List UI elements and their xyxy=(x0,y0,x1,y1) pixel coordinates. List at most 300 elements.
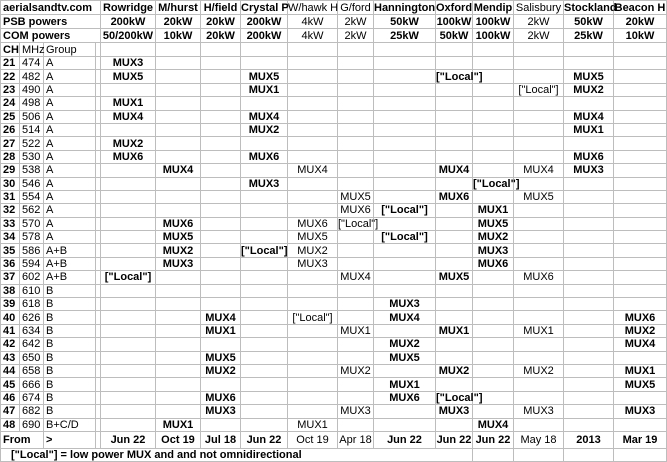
empty-cell xyxy=(374,177,436,190)
empty-cell xyxy=(338,110,374,123)
psb-power-value: 200kW xyxy=(241,15,288,29)
empty-cell xyxy=(101,391,156,404)
empty-cell xyxy=(288,351,338,364)
empty-cell xyxy=(201,338,241,351)
empty-cell xyxy=(156,83,201,96)
empty-cell xyxy=(374,164,436,177)
mhz-cell: 562 xyxy=(20,204,44,217)
empty-cell xyxy=(241,324,288,337)
empty-cell xyxy=(614,204,667,217)
empty-cell xyxy=(564,391,614,404)
empty-cell xyxy=(338,57,374,70)
empty-cell xyxy=(514,43,564,57)
mux-cell: MUX4 xyxy=(288,164,338,177)
mhz-cell: 634 xyxy=(20,324,44,337)
mhz-cell: 522 xyxy=(20,137,44,150)
mux-cell: MUX1 xyxy=(288,418,338,431)
mux-cell: MUX6 xyxy=(514,271,564,284)
mux-cell: ["Local"] xyxy=(374,204,436,217)
empty-cell xyxy=(288,137,338,150)
empty-cell xyxy=(436,97,473,110)
mux-cell: MUX1 xyxy=(201,324,241,337)
empty-cell xyxy=(288,57,338,70)
mhz-cell: 570 xyxy=(20,217,44,230)
empty-cell xyxy=(241,137,288,150)
empty-cell xyxy=(101,378,156,391)
empty-cell xyxy=(241,204,288,217)
empty-cell xyxy=(374,57,436,70)
empty-cell xyxy=(614,43,667,57)
mux-cell: MUX5 xyxy=(101,70,156,83)
empty-cell xyxy=(614,97,667,110)
mhz-cell: 674 xyxy=(20,391,44,404)
empty-cell xyxy=(201,231,241,244)
empty-cell xyxy=(288,324,338,337)
group-cell: B xyxy=(44,338,96,351)
empty-cell xyxy=(614,137,667,150)
mux-cell: MUX1 xyxy=(156,418,201,431)
mux-cell: MUX4 xyxy=(201,311,241,324)
empty-cell xyxy=(473,284,514,297)
empty-cell xyxy=(374,43,436,57)
empty-cell xyxy=(101,324,156,337)
group-cell: B xyxy=(44,405,96,418)
table-row xyxy=(1,190,667,203)
mux-cell: MUX4 xyxy=(156,164,201,177)
mux-cell: MUX5 xyxy=(614,378,667,391)
mux-cell: ["Local"] xyxy=(101,271,156,284)
from-date: Jul 18 xyxy=(201,431,241,448)
empty-cell xyxy=(614,391,667,404)
mux-cell: MUX6 xyxy=(473,257,514,270)
psb-power-value: 20kW xyxy=(201,15,241,29)
empty-cell xyxy=(201,298,241,311)
mhz-cell: 498 xyxy=(20,97,44,110)
mux-cell: MUX1 xyxy=(514,324,564,337)
mhz-cell: 546 xyxy=(20,177,44,190)
mux-cell: ["Local"] xyxy=(436,391,483,404)
com-power-value: 2kW xyxy=(514,29,564,43)
empty-cell xyxy=(374,123,436,136)
empty-cell xyxy=(473,123,514,136)
empty-cell xyxy=(564,244,614,257)
group-cell: A xyxy=(44,164,96,177)
from-date: Jun 22 xyxy=(374,431,436,448)
empty-cell xyxy=(514,137,564,150)
empty-cell xyxy=(338,311,374,324)
empty-cell xyxy=(338,123,374,136)
column-header-mhurst: M/hurst xyxy=(156,1,201,15)
com-power-value: 2kW xyxy=(338,29,374,43)
table-row xyxy=(1,431,667,448)
empty-cell xyxy=(564,137,614,150)
mhz-cell: 594 xyxy=(20,257,44,270)
psb-power-value: 50kW xyxy=(564,15,614,29)
empty-cell xyxy=(436,83,473,96)
empty-cell xyxy=(156,351,201,364)
table-row xyxy=(1,43,667,57)
com-power-value: 10kW xyxy=(614,29,667,43)
from-date: Jun 22 xyxy=(241,431,288,448)
psb-power-value: 2kW xyxy=(514,15,564,29)
empty-cell xyxy=(374,405,436,418)
mux-cell: MUX5 xyxy=(241,70,288,83)
empty-cell xyxy=(288,97,338,110)
table-row xyxy=(1,271,667,284)
mux-cell: ["Local"] xyxy=(288,311,338,324)
table-row xyxy=(1,298,667,311)
empty-cell xyxy=(338,137,374,150)
mux-cell: MUX5 xyxy=(156,231,201,244)
com-power-value: 25kW xyxy=(564,29,614,43)
empty-cell xyxy=(288,70,338,83)
group-cell: A xyxy=(44,97,96,110)
mux-cell: MUX1 xyxy=(374,378,436,391)
com-power-value: 50/200kW xyxy=(101,29,156,43)
empty-cell xyxy=(288,43,338,57)
empty-cell xyxy=(201,164,241,177)
empty-cell xyxy=(338,164,374,177)
empty-cell xyxy=(241,418,288,431)
empty-cell xyxy=(201,70,241,83)
empty-cell xyxy=(564,311,614,324)
from-date: Jun 22 xyxy=(436,431,473,448)
column-header-mendip: Mendip xyxy=(473,1,513,14)
empty-cell xyxy=(514,284,564,297)
empty-cell xyxy=(374,110,436,123)
empty-cell xyxy=(338,284,374,297)
empty-cell xyxy=(564,204,614,217)
mux-cell: MUX4 xyxy=(514,164,564,177)
empty-cell xyxy=(473,448,514,461)
empty-cell xyxy=(338,378,374,391)
empty-cell xyxy=(288,378,338,391)
group-cell: A xyxy=(44,231,96,244)
empty-cell xyxy=(201,418,241,431)
table-row xyxy=(1,351,667,364)
empty-cell xyxy=(564,418,614,431)
mhz-cell: 610 xyxy=(20,284,44,297)
empty-cell xyxy=(101,231,156,244)
group-cell: B xyxy=(44,364,96,377)
empty-cell xyxy=(201,217,241,230)
mux-cell: MUX6 xyxy=(241,150,288,163)
mux-cell: MUX3 xyxy=(156,257,201,270)
empty-cell xyxy=(338,257,374,270)
mux-cell: MUX4 xyxy=(241,110,288,123)
empty-cell xyxy=(614,298,667,311)
empty-cell xyxy=(156,298,201,311)
empty-cell xyxy=(564,351,614,364)
psb-power-value: 4kW xyxy=(288,15,338,29)
ch-cell: 29 xyxy=(1,164,20,177)
ch-cell: 42 xyxy=(1,338,20,351)
empty-cell xyxy=(436,231,473,244)
from-date: 2013 xyxy=(564,431,614,448)
mux-cell: ["Local"] xyxy=(374,231,436,244)
mux-cell: MUX1 xyxy=(614,364,667,377)
com-powers-label: COM powers xyxy=(1,29,101,43)
empty-cell xyxy=(241,378,288,391)
empty-cell xyxy=(473,378,514,391)
mux-cell: MUX3 xyxy=(241,177,288,190)
empty-cell xyxy=(374,97,436,110)
mhz-cell: 514 xyxy=(20,123,44,136)
ch-cell: 40 xyxy=(1,311,20,324)
com-power-value: 20kW xyxy=(201,29,241,43)
empty-cell xyxy=(288,190,338,203)
empty-cell xyxy=(241,231,288,244)
mux-cell: MUX6 xyxy=(288,217,338,230)
empty-cell xyxy=(614,244,667,257)
com-power-value: 50kW xyxy=(436,29,473,43)
group-cell: A xyxy=(44,150,96,163)
group-cell: A xyxy=(44,190,96,203)
empty-cell xyxy=(101,351,156,364)
empty-cell xyxy=(473,298,514,311)
ch-cell: 34 xyxy=(1,231,20,244)
empty-cell xyxy=(473,364,514,377)
empty-cell xyxy=(514,97,564,110)
mux-cell: MUX1 xyxy=(564,123,614,136)
empty-cell xyxy=(101,257,156,270)
empty-cell xyxy=(514,204,564,217)
empty-cell xyxy=(101,177,156,190)
psb-power-value: 20kW xyxy=(156,15,201,29)
from-date: Apr 18 xyxy=(338,431,374,448)
table-row xyxy=(1,29,667,43)
table-row xyxy=(1,204,667,217)
empty-cell xyxy=(201,257,241,270)
empty-cell xyxy=(514,311,564,324)
table-row xyxy=(1,70,667,83)
empty-cell xyxy=(436,338,473,351)
mhz-cell: 482 xyxy=(20,70,44,83)
column-header-crystalp: Crystal P xyxy=(241,1,289,14)
group-cell: A xyxy=(44,123,96,136)
ch-cell: 44 xyxy=(1,364,20,377)
empty-cell xyxy=(156,391,201,404)
mux-cell: MUX4 xyxy=(101,110,156,123)
empty-cell xyxy=(436,257,473,270)
empty-cell xyxy=(473,190,514,203)
table-row xyxy=(1,57,667,70)
table-row xyxy=(1,311,667,324)
empty-cell xyxy=(156,43,201,57)
empty-cell xyxy=(514,123,564,136)
table-row xyxy=(1,257,667,270)
mux-cell: MUX3 xyxy=(614,405,667,418)
mhz-cell: 666 xyxy=(20,378,44,391)
from-date: Jun 22 xyxy=(101,431,156,448)
mux-cell: MUX6 xyxy=(614,311,667,324)
empty-cell xyxy=(101,190,156,203)
empty-cell xyxy=(241,351,288,364)
empty-cell xyxy=(614,57,667,70)
empty-cell xyxy=(241,338,288,351)
mux-cell: MUX3 xyxy=(436,405,473,418)
mux-cell: ["Local"] xyxy=(241,244,288,257)
empty-cell xyxy=(156,70,201,83)
empty-cell xyxy=(374,418,436,431)
empty-cell xyxy=(564,57,614,70)
group-cell: B xyxy=(44,298,96,311)
group-cell: B xyxy=(44,324,96,337)
mux-cell: MUX2 xyxy=(374,338,436,351)
empty-cell xyxy=(436,418,473,431)
mux-cell: MUX6 xyxy=(338,204,374,217)
ch-header: CH xyxy=(1,43,20,57)
empty-cell xyxy=(201,190,241,203)
empty-cell xyxy=(473,324,514,337)
mhz-cell: 530 xyxy=(20,150,44,163)
empty-cell xyxy=(338,351,374,364)
group-cell: B xyxy=(44,378,96,391)
column-header-beaconh: Beacon H xyxy=(614,1,666,14)
empty-cell xyxy=(288,83,338,96)
mux-cell: MUX2 xyxy=(288,244,338,257)
empty-cell xyxy=(241,43,288,57)
empty-cell xyxy=(241,57,288,70)
mux-cell: MUX2 xyxy=(436,364,473,377)
mux-cell: MUX5 xyxy=(374,351,436,364)
empty-cell xyxy=(241,391,288,404)
table-row xyxy=(1,244,667,257)
mux-cell: MUX1 xyxy=(338,324,374,337)
psb-power-value: 200kW xyxy=(101,15,156,29)
empty-cell xyxy=(288,298,338,311)
column-header-stockland: Stockland xyxy=(564,1,617,14)
empty-cell xyxy=(436,137,473,150)
empty-cell xyxy=(514,110,564,123)
empty-cell xyxy=(338,391,374,404)
table-row xyxy=(1,324,667,337)
psb-power-value: 50kW xyxy=(374,15,436,29)
com-power-value: 10kW xyxy=(156,29,201,43)
mux-cell: MUX1 xyxy=(241,83,288,96)
empty-cell xyxy=(101,43,156,57)
mux-cell: MUX2 xyxy=(156,244,201,257)
empty-cell xyxy=(201,378,241,391)
table-row xyxy=(1,177,667,190)
empty-cell xyxy=(338,418,374,431)
mux-cell: MUX3 xyxy=(473,244,514,257)
empty-cell xyxy=(564,217,614,230)
empty-cell xyxy=(338,244,374,257)
mhz-cell: 490 xyxy=(20,83,44,96)
empty-cell xyxy=(473,57,514,70)
table-row xyxy=(1,123,667,136)
empty-cell xyxy=(288,405,338,418)
empty-cell xyxy=(514,150,564,163)
empty-cell xyxy=(241,97,288,110)
empty-cell xyxy=(614,351,667,364)
empty-cell xyxy=(564,284,614,297)
empty-cell xyxy=(241,311,288,324)
ch-cell: 39 xyxy=(1,298,20,311)
mux-cell: MUX5 xyxy=(288,231,338,244)
empty-cell xyxy=(156,271,201,284)
empty-cell xyxy=(436,150,473,163)
empty-cell xyxy=(614,231,667,244)
mhz-cell: 642 xyxy=(20,338,44,351)
ch-cell: 22 xyxy=(1,70,20,83)
table-row xyxy=(1,137,667,150)
empty-cell xyxy=(374,244,436,257)
ch-cell: 32 xyxy=(1,204,20,217)
from-arrow: > xyxy=(44,431,96,448)
mhz-cell: 506 xyxy=(20,110,44,123)
mux-cell: MUX3 xyxy=(374,298,436,311)
empty-cell xyxy=(564,448,614,461)
ch-cell: 24 xyxy=(1,97,20,110)
mux-cell: MUX6 xyxy=(374,391,436,404)
mhz-cell: 682 xyxy=(20,405,44,418)
empty-cell xyxy=(156,405,201,418)
empty-cell xyxy=(156,311,201,324)
footnote: ["Local"] = low power MUX and and not omnidirectional xyxy=(1,448,473,461)
empty-cell xyxy=(514,338,564,351)
empty-cell xyxy=(564,43,614,57)
mhz-cell: 658 xyxy=(20,364,44,377)
table-row xyxy=(1,97,667,110)
mux-cell: MUX4 xyxy=(614,338,667,351)
mux-cell: MUX2 xyxy=(473,231,514,244)
empty-cell xyxy=(101,217,156,230)
empty-cell xyxy=(241,190,288,203)
ch-cell: 41 xyxy=(1,324,20,337)
empty-cell xyxy=(201,244,241,257)
table-row xyxy=(1,217,667,230)
empty-cell xyxy=(374,271,436,284)
group-cell: A xyxy=(44,217,96,230)
mhz-cell: 690 xyxy=(20,418,44,431)
empty-cell xyxy=(514,378,564,391)
empty-cell xyxy=(374,324,436,337)
empty-cell xyxy=(614,123,667,136)
empty-cell xyxy=(156,324,201,337)
empty-cell xyxy=(473,83,514,96)
table-row xyxy=(1,110,667,123)
empty-cell xyxy=(101,311,156,324)
mux-cell: MUX4 xyxy=(374,311,436,324)
empty-cell xyxy=(564,271,614,284)
from-label: From xyxy=(1,431,44,448)
psb-power-value: 20kW xyxy=(614,15,667,29)
empty-cell xyxy=(374,217,436,230)
empty-cell xyxy=(514,231,564,244)
empty-cell xyxy=(288,123,338,136)
empty-cell xyxy=(288,150,338,163)
table-row xyxy=(1,418,667,431)
from-date: May 18 xyxy=(514,431,564,448)
ch-cell: 26 xyxy=(1,123,20,136)
ch-cell: 38 xyxy=(1,284,20,297)
mux-cell: MUX4 xyxy=(564,110,614,123)
empty-cell xyxy=(614,164,667,177)
empty-cell xyxy=(201,271,241,284)
mhz-cell: 618 xyxy=(20,298,44,311)
empty-cell xyxy=(156,284,201,297)
empty-cell xyxy=(338,338,374,351)
ch-cell: 45 xyxy=(1,378,20,391)
mux-cell: ["Local"] xyxy=(473,177,520,190)
mux-cell: MUX3 xyxy=(338,405,374,418)
empty-cell xyxy=(614,284,667,297)
empty-cell xyxy=(374,257,436,270)
mux-cell: MUX6 xyxy=(564,150,614,163)
empty-cell xyxy=(564,364,614,377)
